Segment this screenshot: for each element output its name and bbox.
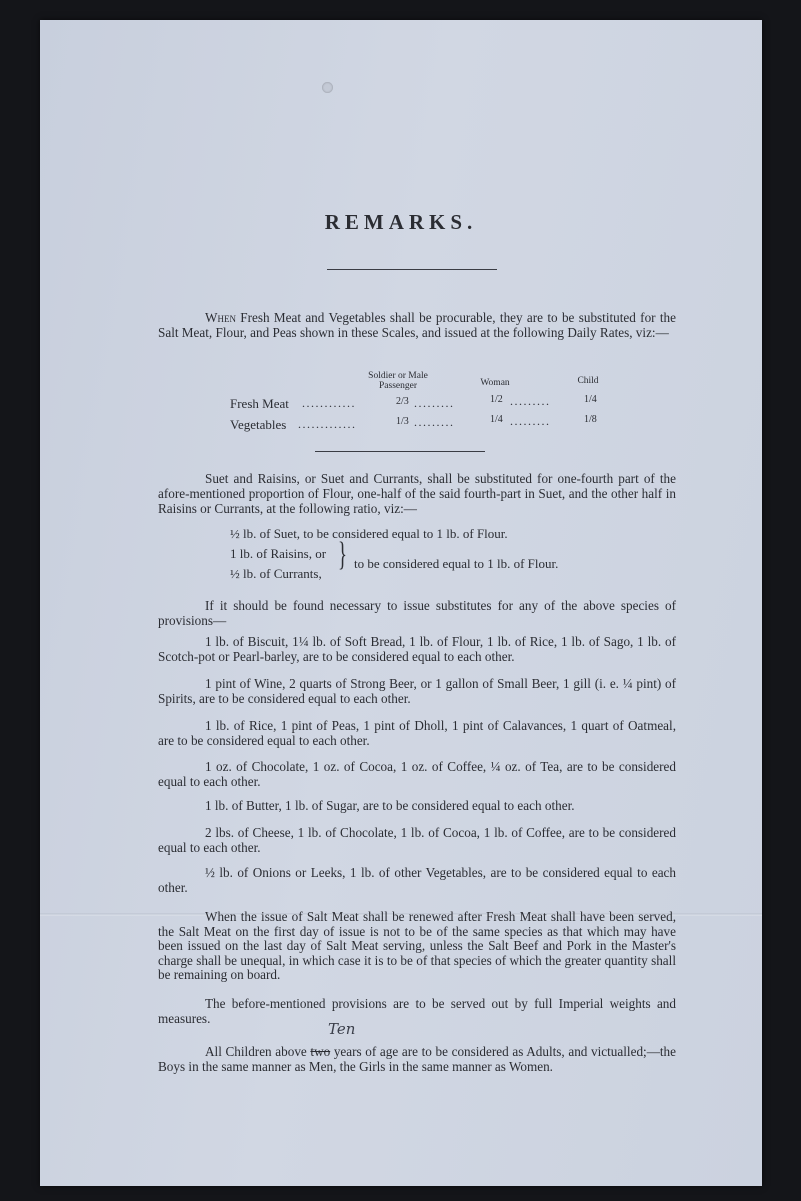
intro-paragraph xyxy=(158,310,676,340)
row-label-fresh-meat: Fresh Meat xyxy=(230,396,289,411)
substitute-rule: 1 lb. of Butter, 1 lb. of Sugar, are to be considered equal to each other. xyxy=(205,798,575,813)
leader-dots: ......... xyxy=(414,415,455,429)
leader-dots: ............ xyxy=(302,396,356,410)
leader-dots: ......... xyxy=(510,394,551,408)
ratio-currants: ½ lb. of Currants, xyxy=(230,566,322,581)
ratio-raisins: 1 lb. of Raisins, or xyxy=(230,546,327,561)
handwritten-correction: Ten xyxy=(328,1020,356,1038)
brace-symbol: } xyxy=(338,536,347,573)
rate-fresh-meat-soldier: 2/3 xyxy=(396,396,409,407)
ratio-brace-text: to be considered equal to 1 lb. of Flour. xyxy=(354,556,559,571)
children-text-before: All Children above xyxy=(205,1044,311,1059)
substitute-rule: 1 oz. of Chocolate, 1 oz. of Cocoa, 1 oz. of Coffee, ¼ oz. of Tea, are to be considered equal to each other. xyxy=(158,759,676,789)
struck-word: two xyxy=(310,1044,331,1059)
section-rule xyxy=(315,451,485,452)
rate-vegetables-woman: 1/4 xyxy=(490,414,503,425)
substitute-rule: 1 lb. of Rice, 1 pint of Peas, 1 pint of Dholl, 1 pint of Calavances, 1 quart of Oatmeal, are to be considered equal to each other. xyxy=(158,718,676,748)
leader-dots: ............. xyxy=(298,417,357,431)
col-head-soldier: Soldier or Male Passenger xyxy=(368,371,428,391)
page-title: REMARKS. xyxy=(324,210,478,234)
col-head-woman: Woman xyxy=(480,378,510,388)
intro-lead: When xyxy=(205,310,236,325)
leader-dots: ......... xyxy=(510,414,551,428)
weights-paragraph: The before-mentioned provisions are to be served out by full Imperial weights and measures. xyxy=(158,996,676,1026)
row-label-vegetables: Vegetables xyxy=(230,417,287,432)
leader-dots: ......... xyxy=(414,396,455,410)
col-head-child: Child xyxy=(577,376,599,386)
title-rule xyxy=(327,269,497,270)
intro-text: Fresh Meat and Vegetables shall be procurable, they are to be substituted for the Salt Meat, Flour, and Peas shown in these Scales, and issued at the following Daily Rates, viz:— xyxy=(158,310,676,340)
substitute-rule: 1 pint of Wine, 2 quarts of Strong Beer, or 1 gallon of Small Beer, 1 gill (i. e. ¼ pint) of Spirits, are to be considered equal to each other. xyxy=(158,676,676,706)
salt-meat-paragraph: When the issue of Salt Meat shall be renewed after Fresh Meat shall have been served, the Salt Meat on the first day of issue is not to be of the same species as that which may have been issued on the last day of Salt Meat serving, unless the Salt Beef and Pork in the Master's charge shall be unequal, in which case it is to be of that species of which the greater quantity shall be remaining on board. xyxy=(158,909,676,982)
rate-vegetables-child: 1/8 xyxy=(584,414,597,425)
rate-fresh-meat-child: 1/4 xyxy=(584,394,597,405)
substitute-rule: 2 lbs. of Cheese, 1 lb. of Chocolate, 1 lb. of Cocoa, 1 lb. of Coffee, are to be considered equal to each other. xyxy=(158,825,676,855)
suet-paragraph: Suet and Raisins, or Suet and Currants, shall be substituted for one-fourth part of the afore-mentioned proportion of Flour, one-half of the said fourth-part in Suet, and the other half in Raisins or Currants, at the following ratio, viz:— xyxy=(158,471,676,516)
substitute-rule: 1 lb. of Biscuit, 1¼ lb. of Soft Bread, 1 lb. of Flour, 1 lb. of Rice, 1 lb. of Sago, 1 lb. of Scotch-pot or Pearl-barley, are to be considered equal to each other. xyxy=(158,634,676,664)
ratio-suet: ½ lb. of Suet, to be considered equal to 1 lb. of Flour. xyxy=(230,526,508,541)
substitutes-intro: If it should be found necessary to issue substitutes for any of the above species of provisions— xyxy=(158,598,676,628)
document-page xyxy=(40,20,762,1186)
punch-hole xyxy=(322,82,333,93)
children-text-after: years of age are to be considered as Adults, and victualled;—the Boys in the same manner as Men, the Girls in the same manner as Women. xyxy=(158,1044,676,1074)
substitute-rule: ½ lb. of Onions or Leeks, 1 lb. of other Vegetables, are to be considered equal to each other. xyxy=(158,865,676,895)
rate-vegetables-soldier: 1/3 xyxy=(396,416,409,427)
rate-fresh-meat-woman: 1/2 xyxy=(490,394,503,405)
children-paragraph xyxy=(158,1044,676,1074)
